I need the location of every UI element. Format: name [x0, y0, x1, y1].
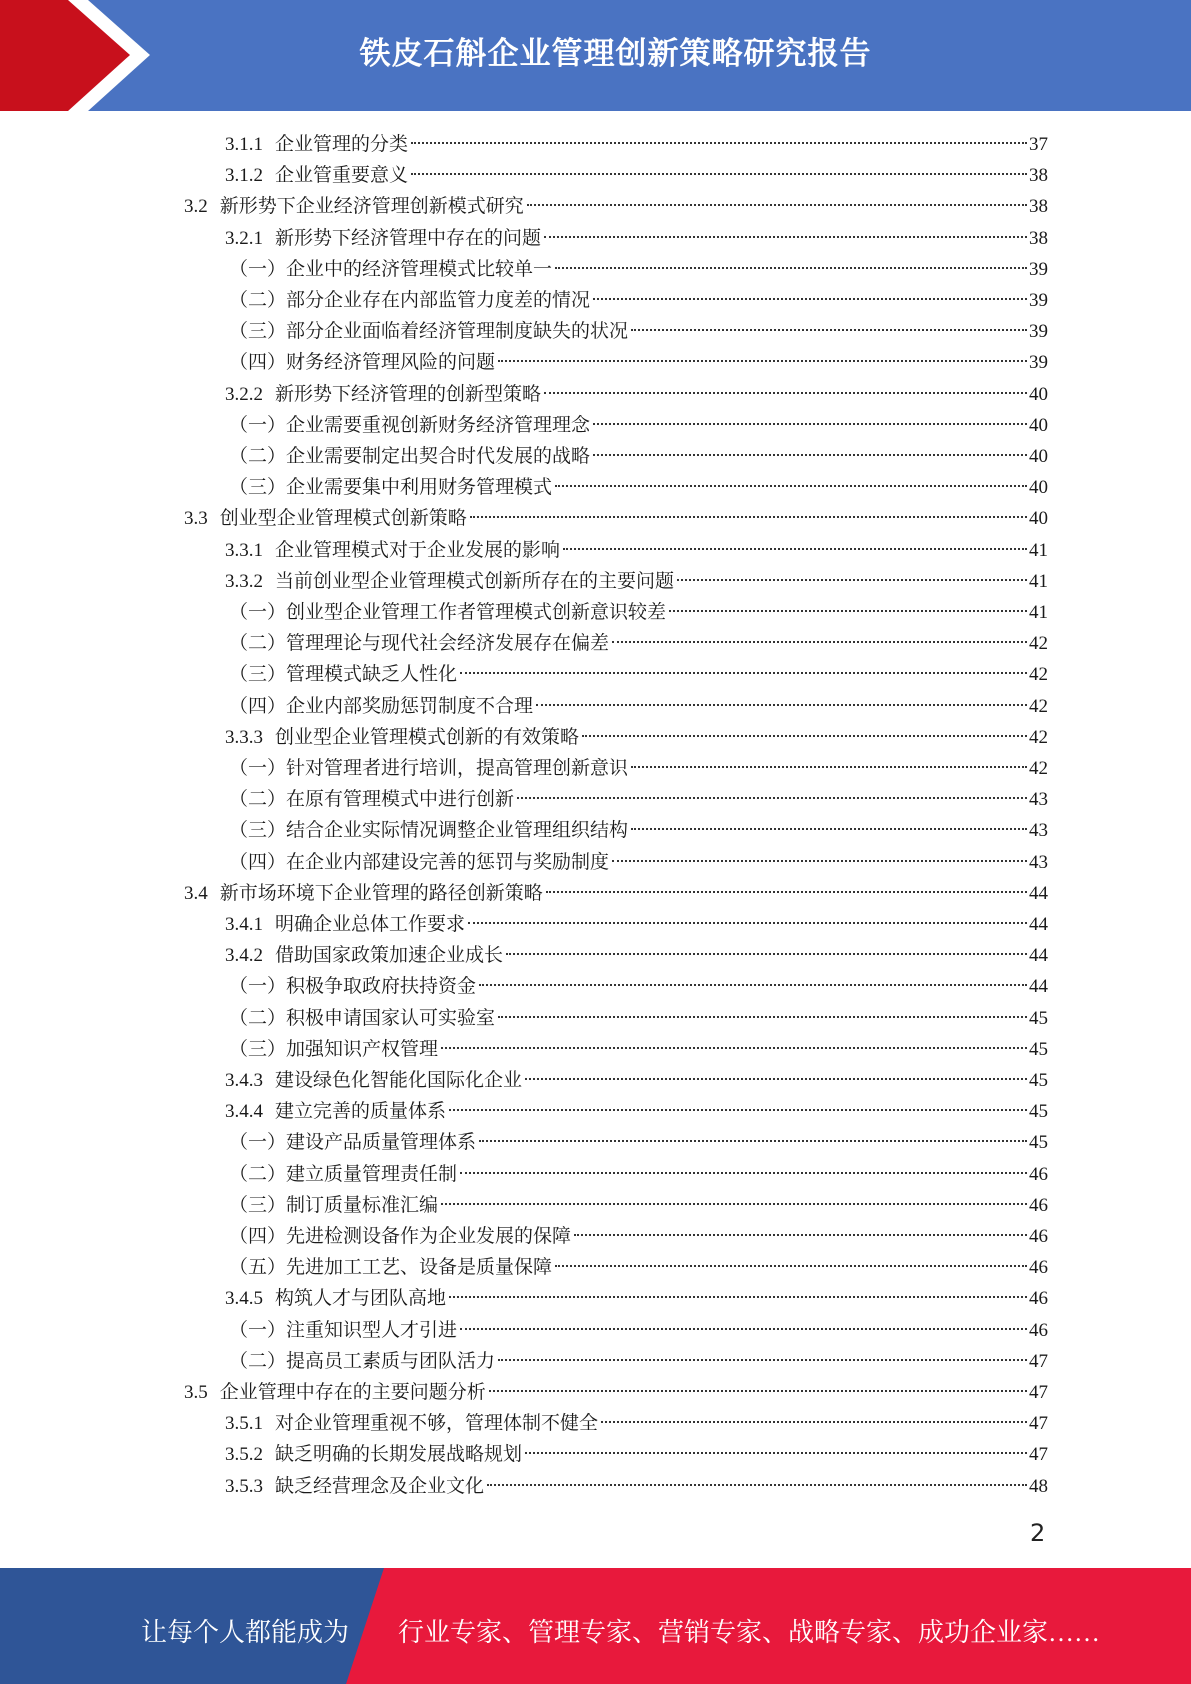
toc-entry-number: 3.3.1 [225, 539, 263, 561]
toc-entry-title: 企业管理的分类 [275, 134, 409, 155]
toc-entry[interactable] [225, 1439, 1048, 1470]
toc-dot-leader [631, 329, 1027, 331]
toc-entry-page: 39 [1029, 258, 1048, 280]
toc-entry[interactable] [229, 1252, 1048, 1283]
toc-entry[interactable] [225, 535, 1048, 566]
toc-entry[interactable] [225, 1471, 1048, 1502]
toc-dot-leader [555, 267, 1027, 269]
toc-entry-title: （二）管理理论与现代社会经济发展存在偏差 [229, 633, 610, 655]
toc-entry-title: （二）在原有管理模式中进行创新 [229, 789, 515, 811]
toc-entry-page: 39 [1029, 321, 1048, 343]
toc-entry-page: 46 [1029, 1288, 1048, 1310]
toc-entry-title: （一）积极争取政府扶持资金 [229, 976, 477, 998]
toc-entry[interactable] [229, 628, 1048, 659]
toc-entry[interactable] [229, 597, 1048, 628]
toc-entry-page: 47 [1029, 1444, 1048, 1466]
page-number: 2 [1030, 1519, 1046, 1547]
toc-entry-page: 45 [1029, 1007, 1048, 1029]
toc-entry-number: 3.4.3 [225, 1070, 263, 1091]
toc-entry-title: （三）制订质量标准汇编 [229, 1194, 439, 1216]
toc-entry-page: 47 [1029, 1350, 1048, 1372]
toc-entry-number: 3.3.3 [225, 726, 263, 748]
toc-entry-title: 创业型企业管理模式创新策略 [219, 508, 467, 530]
toc-dot-leader [574, 1234, 1027, 1236]
toc-entry[interactable] [229, 659, 1048, 690]
toc-dot-leader [498, 1016, 1027, 1018]
toc-entry-title: 企业管重要意义 [275, 165, 409, 187]
toc-dot-leader [582, 735, 1027, 737]
toc-entry-number: 3.2.2 [225, 383, 263, 405]
toc-entry-page: 40 [1029, 414, 1048, 436]
toc-entry-title: 建立完善的质量体系 [275, 1101, 447, 1123]
toc-entry-title: （四）企业内部奖励惩罚制度不合理 [229, 695, 534, 717]
toc-entry[interactable] [184, 1377, 1048, 1408]
toc-entry-title: 明确企业总体工作要求 [275, 914, 466, 935]
toc-dot-leader [498, 360, 1027, 362]
toc-entry-page: 42 [1029, 758, 1048, 779]
toc-entry[interactable] [229, 815, 1048, 846]
toc-entry-title: （一）创业型企业管理工作者管理模式创新意识较差 [229, 602, 667, 623]
toc-dot-leader [593, 423, 1027, 425]
toc-entry-number: 3.5.3 [225, 1475, 263, 1497]
toc-dot-leader [527, 204, 1027, 206]
toc-entry-page: 44 [1029, 945, 1048, 967]
toc-entry-page: 46 [1029, 1194, 1048, 1216]
toc-entry-page: 38 [1029, 196, 1048, 218]
toc-entry-page: 48 [1029, 1475, 1048, 1497]
toc-dot-leader [677, 579, 1027, 581]
page-footer [0, 1568, 1191, 1684]
toc-entry-title: （三）结合企业实际情况调整企业管理组织结构 [229, 820, 629, 842]
toc-entry-title: （二）建立质量管理责任制 [229, 1163, 458, 1185]
toc-entry-number: 3.4.4 [225, 1101, 263, 1123]
toc-entry[interactable] [225, 1408, 1048, 1439]
toc-entry-page: 44 [1029, 882, 1048, 904]
toc-entry[interactable] [225, 1096, 1048, 1127]
toc-dot-leader [470, 516, 1027, 518]
toc-dot-leader [555, 1265, 1027, 1267]
toc-entry-title: （一）注重知识型人才引进 [229, 1319, 458, 1341]
toc-dot-leader [593, 454, 1027, 456]
toc-entry-page: 44 [1029, 976, 1048, 998]
toc-entry-title: （四）先进检测设备作为企业发展的保障 [229, 1226, 572, 1247]
toc-entry-number: 3.1.2 [225, 165, 263, 187]
toc-entry[interactable] [184, 503, 1048, 534]
toc-entry[interactable] [229, 1034, 1048, 1065]
toc-entry[interactable] [229, 784, 1048, 815]
toc-entry[interactable] [225, 1065, 1048, 1096]
toc-entry[interactable] [225, 379, 1048, 410]
toc-dot-leader [555, 485, 1027, 487]
document-title: 铁皮石斛企业管理创新策略研究报告 [359, 36, 872, 72]
toc-entry[interactable] [225, 160, 1048, 191]
toc-entry[interactable] [184, 878, 1048, 909]
toc-entry-number: 3.4.1 [225, 914, 263, 935]
toc-entry-title: （二）提高员工素质与团队活力 [229, 1350, 496, 1372]
toc-entry-page: 40 [1029, 446, 1048, 467]
toc-entry[interactable] [225, 566, 1048, 597]
toc-entry-title: 新形势下企业经济管理创新模式研究 [219, 196, 524, 218]
toc-entry-title: 新市场环境下企业管理的路径创新策略 [219, 882, 543, 904]
toc-entry-page: 40 [1029, 477, 1048, 499]
toc-dot-leader [536, 704, 1027, 706]
toc-entry[interactable] [229, 285, 1048, 316]
footer-slogan-right: 行业专家、管理专家、营销专家、战略专家、成功企业家…… [398, 1618, 1101, 1647]
toc-entry-page: 39 [1029, 352, 1048, 374]
toc-dot-leader [517, 797, 1027, 799]
toc-dot-leader [460, 1172, 1027, 1174]
toc-entry[interactable] [229, 1315, 1048, 1346]
toc-dot-leader [441, 1047, 1027, 1049]
toc-entry-page: 38 [1029, 165, 1048, 187]
toc-entry[interactable] [229, 1190, 1048, 1221]
toc-dot-leader [441, 1203, 1027, 1205]
toc-entry-page: 37 [1029, 134, 1048, 155]
toc-entry-number: 3.4 [184, 882, 208, 904]
toc-entry-title: 对企业管理重视不够，管理体制不健全 [275, 1413, 599, 1435]
toc-entry-page: 46 [1029, 1226, 1048, 1247]
toc-entry-page: 43 [1029, 851, 1048, 873]
toc-entry-number: 3.5.2 [225, 1444, 263, 1466]
toc-entry-number: 3.5 [184, 1382, 208, 1403]
toc-entry[interactable] [229, 254, 1048, 285]
toc-entry-page: 45 [1029, 1101, 1048, 1123]
toc-dot-leader [479, 1140, 1027, 1142]
toc-entry-title: （三）管理模式缺乏人性化 [229, 664, 458, 686]
toc-entry-page: 45 [1029, 1132, 1048, 1154]
toc-entry-number: 3.3.2 [225, 570, 263, 592]
toc-entry-page: 45 [1029, 1038, 1048, 1060]
toc-entry-page: 41 [1029, 602, 1048, 623]
toc-entry-page: 39 [1029, 290, 1048, 311]
toc-entry-title: 建设绿色化智能化国际化企业 [275, 1070, 523, 1091]
toc-entry-title: 创业型企业管理模式创新的有效策略 [275, 726, 580, 748]
toc-entry-page: 40 [1029, 383, 1048, 405]
toc-dot-leader [487, 1484, 1027, 1486]
toc-entry-page: 41 [1029, 570, 1048, 592]
toc-entry[interactable] [225, 722, 1048, 753]
toc-entry-title: （一）企业中的经济管理模式比较单一 [229, 258, 553, 280]
toc-entry-page: 38 [1029, 227, 1048, 249]
toc-entry-title: 当前创业型企业管理模式创新所存在的主要问题 [275, 570, 675, 592]
footer-slogan-left: 让每个人都能成为 [141, 1618, 350, 1647]
toc-entry-title: （五）先进加工工艺、设备是质量保障 [229, 1257, 553, 1279]
toc-entry-page: 46 [1029, 1257, 1048, 1279]
toc-entry-title: （二）积极申请国家认可实验室 [229, 1007, 496, 1029]
toc-entry-title: （四）财务经济管理风险的问题 [229, 352, 496, 374]
toc-dot-leader [601, 1421, 1027, 1423]
toc-dot-leader [544, 236, 1027, 238]
toc-dot-leader [546, 891, 1027, 893]
toc-entry[interactable] [229, 971, 1048, 1002]
toc-entry[interactable] [225, 940, 1048, 971]
toc-entry-page: 47 [1029, 1382, 1048, 1403]
toc-entry-page: 44 [1029, 914, 1048, 935]
toc-entry-title: 企业管理中存在的主要问题分析 [219, 1382, 486, 1403]
toc-dot-leader [468, 922, 1027, 924]
toc-dot-leader [631, 766, 1027, 768]
toc-entry-number: 3.3 [184, 508, 208, 530]
toc-entry-number: 3.4.5 [225, 1288, 263, 1310]
toc-entry-title: （二）部分企业存在内部监管力度差的情况 [229, 290, 591, 311]
toc-entry[interactable] [229, 1221, 1048, 1252]
toc-dot-leader [489, 1390, 1027, 1392]
toc-entry[interactable] [229, 316, 1048, 347]
toc-entry-title: （三）加强知识产权管理 [229, 1038, 439, 1060]
toc-entry-title: 新形势下经济管理中存在的问题 [275, 227, 542, 249]
toc-entry-page: 42 [1029, 633, 1048, 655]
toc-entry-page: 47 [1029, 1413, 1048, 1435]
toc-entry-title: （一）建设产品质量管理体系 [229, 1132, 477, 1154]
toc-dot-leader [449, 1109, 1027, 1111]
toc-entry-page: 46 [1029, 1319, 1048, 1341]
toc-entry-title: 缺乏经营理念及企业文化 [275, 1475, 485, 1497]
toc-entry[interactable] [229, 441, 1048, 472]
toc-entry-title: 新形势下经济管理的创新型策略 [275, 383, 542, 405]
toc-entry-title: （四）在企业内部建设完善的惩罚与奖励制度 [229, 851, 610, 873]
toc-entry-title: （三）企业需要集中利用财务管理模式 [229, 477, 553, 499]
toc-dot-leader [449, 1296, 1027, 1298]
toc-entry[interactable] [229, 1003, 1048, 1034]
toc-entry-title: （二）企业需要制定出契合时代发展的战略 [229, 446, 591, 467]
page-header [0, 0, 1191, 111]
toc-entry-title: （一）针对管理者进行培训，提高管理创新意识 [229, 758, 629, 779]
toc-dot-leader [506, 953, 1027, 955]
toc-dot-leader [460, 672, 1027, 674]
toc-entry-title: 构筑人才与团队高地 [275, 1288, 447, 1310]
toc-entry[interactable] [184, 191, 1048, 222]
toc-entry-number: 3.2.1 [225, 227, 263, 249]
toc-dot-leader [411, 142, 1027, 144]
toc-entry[interactable] [229, 847, 1048, 878]
toc-dot-leader [612, 641, 1027, 643]
toc-entry[interactable] [229, 1127, 1048, 1158]
toc-entry[interactable] [225, 129, 1048, 160]
toc-entry[interactable] [225, 909, 1048, 940]
toc-entry-page: 46 [1029, 1163, 1048, 1185]
toc-entry-page: 43 [1029, 789, 1048, 811]
toc-entry-page: 42 [1029, 695, 1048, 717]
toc-entry-title: 企业管理模式对于企业发展的影响 [275, 539, 561, 561]
toc-entry-page: 40 [1029, 508, 1048, 530]
toc-entry[interactable] [225, 223, 1048, 254]
toc-dot-leader [411, 173, 1027, 175]
toc-entry[interactable] [229, 1346, 1048, 1377]
toc-entry-title: 借助国家政策加速企业成长 [275, 945, 504, 967]
toc-dot-leader [525, 1078, 1027, 1080]
toc-entry-title: （三）部分企业面临着经济管理制度缺失的状况 [229, 321, 629, 343]
toc-entry-page: 43 [1029, 820, 1048, 842]
toc-dot-leader [479, 984, 1027, 986]
toc-dot-leader [525, 1452, 1027, 1454]
toc-entry-page: 42 [1029, 664, 1048, 686]
toc-entry-page: 41 [1029, 539, 1048, 561]
toc-entry-title: （一）企业需要重视创新财务经济管理理念 [229, 414, 591, 436]
toc-entry-page: 42 [1029, 726, 1048, 748]
toc-entry[interactable] [229, 753, 1048, 784]
toc-dot-leader [612, 860, 1027, 862]
toc-dot-leader [498, 1359, 1027, 1361]
toc-dot-leader [669, 610, 1027, 612]
toc-entry[interactable] [229, 410, 1048, 441]
toc-entry-number: 3.4.2 [225, 945, 263, 967]
toc-entry[interactable] [225, 1283, 1048, 1314]
toc-dot-leader [460, 1328, 1027, 1330]
toc-dot-leader [631, 828, 1027, 830]
toc-dot-leader [593, 298, 1027, 300]
toc-entry-page: 45 [1029, 1070, 1048, 1091]
toc-entry-number: 3.1.1 [225, 134, 263, 155]
toc-dot-leader [544, 392, 1027, 394]
toc-entry[interactable] [229, 472, 1048, 503]
toc-entry-title: 缺乏明确的长期发展战略规划 [275, 1444, 523, 1466]
toc-entry-number: 3.5.1 [225, 1413, 263, 1435]
toc-entry[interactable] [229, 691, 1048, 722]
toc-entry[interactable] [229, 347, 1048, 378]
toc-dot-leader [563, 548, 1027, 550]
toc-entry-number: 3.2 [184, 196, 208, 218]
toc-entry[interactable] [229, 1159, 1048, 1190]
